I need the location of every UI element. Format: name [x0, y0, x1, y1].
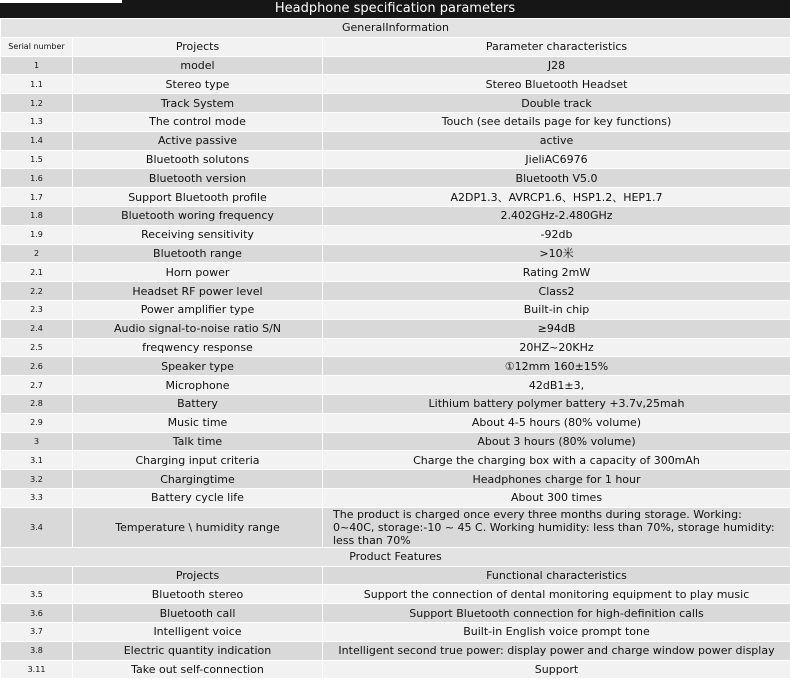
table-row: [1, 169, 790, 188]
param-cell: Charge the charging box with a capacity of 300mAh: [323, 451, 790, 470]
project-cell: freqwency response: [73, 338, 323, 357]
table-row: [1, 282, 790, 301]
serial-cell: 1.1: [1, 75, 73, 94]
table-row: [1, 244, 790, 263]
header-project: Projects: [73, 37, 323, 56]
table-row: [1, 604, 790, 623]
project-cell: Bluetooth range: [73, 244, 323, 263]
features-section-title: Product Features: [1, 547, 790, 566]
title-bar: [0, 0, 790, 18]
serial-cell: 1.5: [1, 150, 73, 169]
table-row: [1, 488, 790, 507]
serial-cell: 3: [1, 432, 73, 451]
param-cell: JieliAC6976: [323, 150, 790, 169]
table-row: [1, 300, 790, 319]
param-cell: Support the connection of dental monitoring equipment to play music: [323, 585, 790, 604]
serial-cell: 2.2: [1, 282, 73, 301]
table-row: [1, 150, 790, 169]
serial-cell: 1.9: [1, 225, 73, 244]
project-cell: Bluetooth version: [73, 169, 323, 188]
param-cell: Headphones charge for 1 hour: [323, 470, 790, 489]
project-cell: Battery cycle life: [73, 488, 323, 507]
project-cell: Bluetooth woring frequency: [73, 206, 323, 225]
serial-cell: 1.3: [1, 112, 73, 131]
header-serial: Serial number: [1, 37, 73, 56]
serial-cell: 1.7: [1, 188, 73, 207]
table-row: [1, 131, 790, 150]
serial-cell: 1: [1, 56, 73, 75]
param-cell: ≥94dB: [323, 319, 790, 338]
project-cell: Microphone: [73, 376, 323, 395]
page-title: Headphone specification parameters: [274, 1, 516, 16]
param-cell: Lithium battery polymer battery +3.7v,25mah: [323, 394, 790, 413]
general-section-title: GeneralInformation: [1, 19, 790, 38]
table-row: [1, 94, 790, 113]
serial-cell: 2.7: [1, 376, 73, 395]
param-cell: Built-in English voice prompt tone: [323, 622, 790, 641]
serial-cell: 2.8: [1, 394, 73, 413]
title-accent: [0, 0, 122, 3]
table-row: [1, 112, 790, 131]
param-cell: The product is charged once every three months during storage. Working: 0~40C, storage:-10 ~ 45 C. Working humidity: less than 70%, storage humidity: less than 70%: [323, 507, 790, 547]
table-row: [1, 585, 790, 604]
param-cell: About 3 hours (80% volume): [323, 432, 790, 451]
project-cell: Support Bluetooth profile: [73, 188, 323, 207]
param-cell: J28: [323, 56, 790, 75]
param-cell: About 4-5 hours (80% volume): [323, 413, 790, 432]
table-row: [1, 451, 790, 470]
project-cell: Bluetooth call: [73, 604, 323, 623]
table-row: [1, 660, 790, 679]
header-project: Projects: [73, 566, 323, 585]
serial-cell: 2.5: [1, 338, 73, 357]
serial-cell: 3.1: [1, 451, 73, 470]
serial-cell: 1.4: [1, 131, 73, 150]
project-cell: Temperature \ humidity range: [73, 507, 323, 547]
features-section-row: [1, 547, 790, 566]
table-row: [1, 432, 790, 451]
spec-table: [0, 18, 790, 679]
serial-cell: 3.2: [1, 470, 73, 489]
serial-cell: 2: [1, 244, 73, 263]
project-cell: Talk time: [73, 432, 323, 451]
table-row: [1, 206, 790, 225]
param-cell: ①12mm 160±15%: [323, 357, 790, 376]
table-row: [1, 622, 790, 641]
table-row: [1, 413, 790, 432]
param-cell: Support Bluetooth connection for high-definition calls: [323, 604, 790, 623]
param-cell: >10米: [323, 244, 790, 263]
serial-cell: 2.4: [1, 319, 73, 338]
header-param: Functional characteristics: [323, 566, 790, 585]
param-cell: Double track: [323, 94, 790, 113]
serial-cell: 3.6: [1, 604, 73, 623]
serial-cell: 3.5: [1, 585, 73, 604]
project-cell: Headset RF power level: [73, 282, 323, 301]
param-cell: Touch (see details page for key functions): [323, 112, 790, 131]
header-serial-empty: [1, 566, 73, 585]
serial-cell: 1.2: [1, 94, 73, 113]
param-cell: 2.402GHz-2.480GHz: [323, 206, 790, 225]
table-row: [1, 319, 790, 338]
param-cell: Bluetooth V5.0: [323, 169, 790, 188]
project-cell: Bluetooth stereo: [73, 585, 323, 604]
table-row: [1, 470, 790, 489]
serial-cell: 1.8: [1, 206, 73, 225]
project-cell: Power amplifier type: [73, 300, 323, 319]
table-row: [1, 56, 790, 75]
project-cell: Charging input criteria: [73, 451, 323, 470]
param-cell: Intelligent second true power: display power and charge window power display: [323, 641, 790, 660]
param-cell: Class2: [323, 282, 790, 301]
project-cell: Stereo type: [73, 75, 323, 94]
table-row: [1, 394, 790, 413]
project-cell: Chargingtime: [73, 470, 323, 489]
serial-cell: 3.8: [1, 641, 73, 660]
project-cell: Battery: [73, 394, 323, 413]
param-cell: Rating 2mW: [323, 263, 790, 282]
serial-cell: 2.9: [1, 413, 73, 432]
param-cell: About 300 times: [323, 488, 790, 507]
project-cell: Track System: [73, 94, 323, 113]
feature-header-row: [1, 566, 790, 585]
project-cell: Active passive: [73, 131, 323, 150]
serial-cell: 2.6: [1, 357, 73, 376]
project-cell: Audio signal-to-noise ratio S/N: [73, 319, 323, 338]
serial-cell: 3.4: [1, 507, 73, 547]
param-cell: A2DP1.3、AVRCP1.6、HSP1.2、HEP1.7: [323, 188, 790, 207]
serial-cell: 3.11: [1, 660, 73, 679]
serial-cell: 2.1: [1, 263, 73, 282]
table-row: [1, 225, 790, 244]
param-cell: 20HZ~20KHz: [323, 338, 790, 357]
spec-header-row: [1, 37, 790, 56]
project-cell: Horn power: [73, 263, 323, 282]
project-cell: Receiving sensitivity: [73, 225, 323, 244]
project-cell: Take out self-connection: [73, 660, 323, 679]
table-row: [1, 75, 790, 94]
project-cell: Speaker type: [73, 357, 323, 376]
table-row: [1, 338, 790, 357]
param-cell: -92db: [323, 225, 790, 244]
project-cell: The control mode: [73, 112, 323, 131]
header-param: Parameter characteristics: [323, 37, 790, 56]
project-cell: Intelligent voice: [73, 622, 323, 641]
serial-cell: 2.3: [1, 300, 73, 319]
table-row: [1, 357, 790, 376]
project-cell: model: [73, 56, 323, 75]
param-cell: Support: [323, 660, 790, 679]
general-section-row: [1, 19, 790, 38]
project-cell: Electric quantity indication: [73, 641, 323, 660]
param-cell: Stereo Bluetooth Headset: [323, 75, 790, 94]
param-cell: Built-in chip: [323, 300, 790, 319]
table-row: [1, 188, 790, 207]
table-row: [1, 263, 790, 282]
project-cell: Bluetooth solutons: [73, 150, 323, 169]
table-row: [1, 641, 790, 660]
table-row: [1, 376, 790, 395]
serial-cell: 3.7: [1, 622, 73, 641]
param-cell: 42dB1±3,: [323, 376, 790, 395]
param-cell: active: [323, 131, 790, 150]
table-row: [1, 507, 790, 547]
project-cell: Music time: [73, 413, 323, 432]
serial-cell: 1.6: [1, 169, 73, 188]
serial-cell: 3.3: [1, 488, 73, 507]
